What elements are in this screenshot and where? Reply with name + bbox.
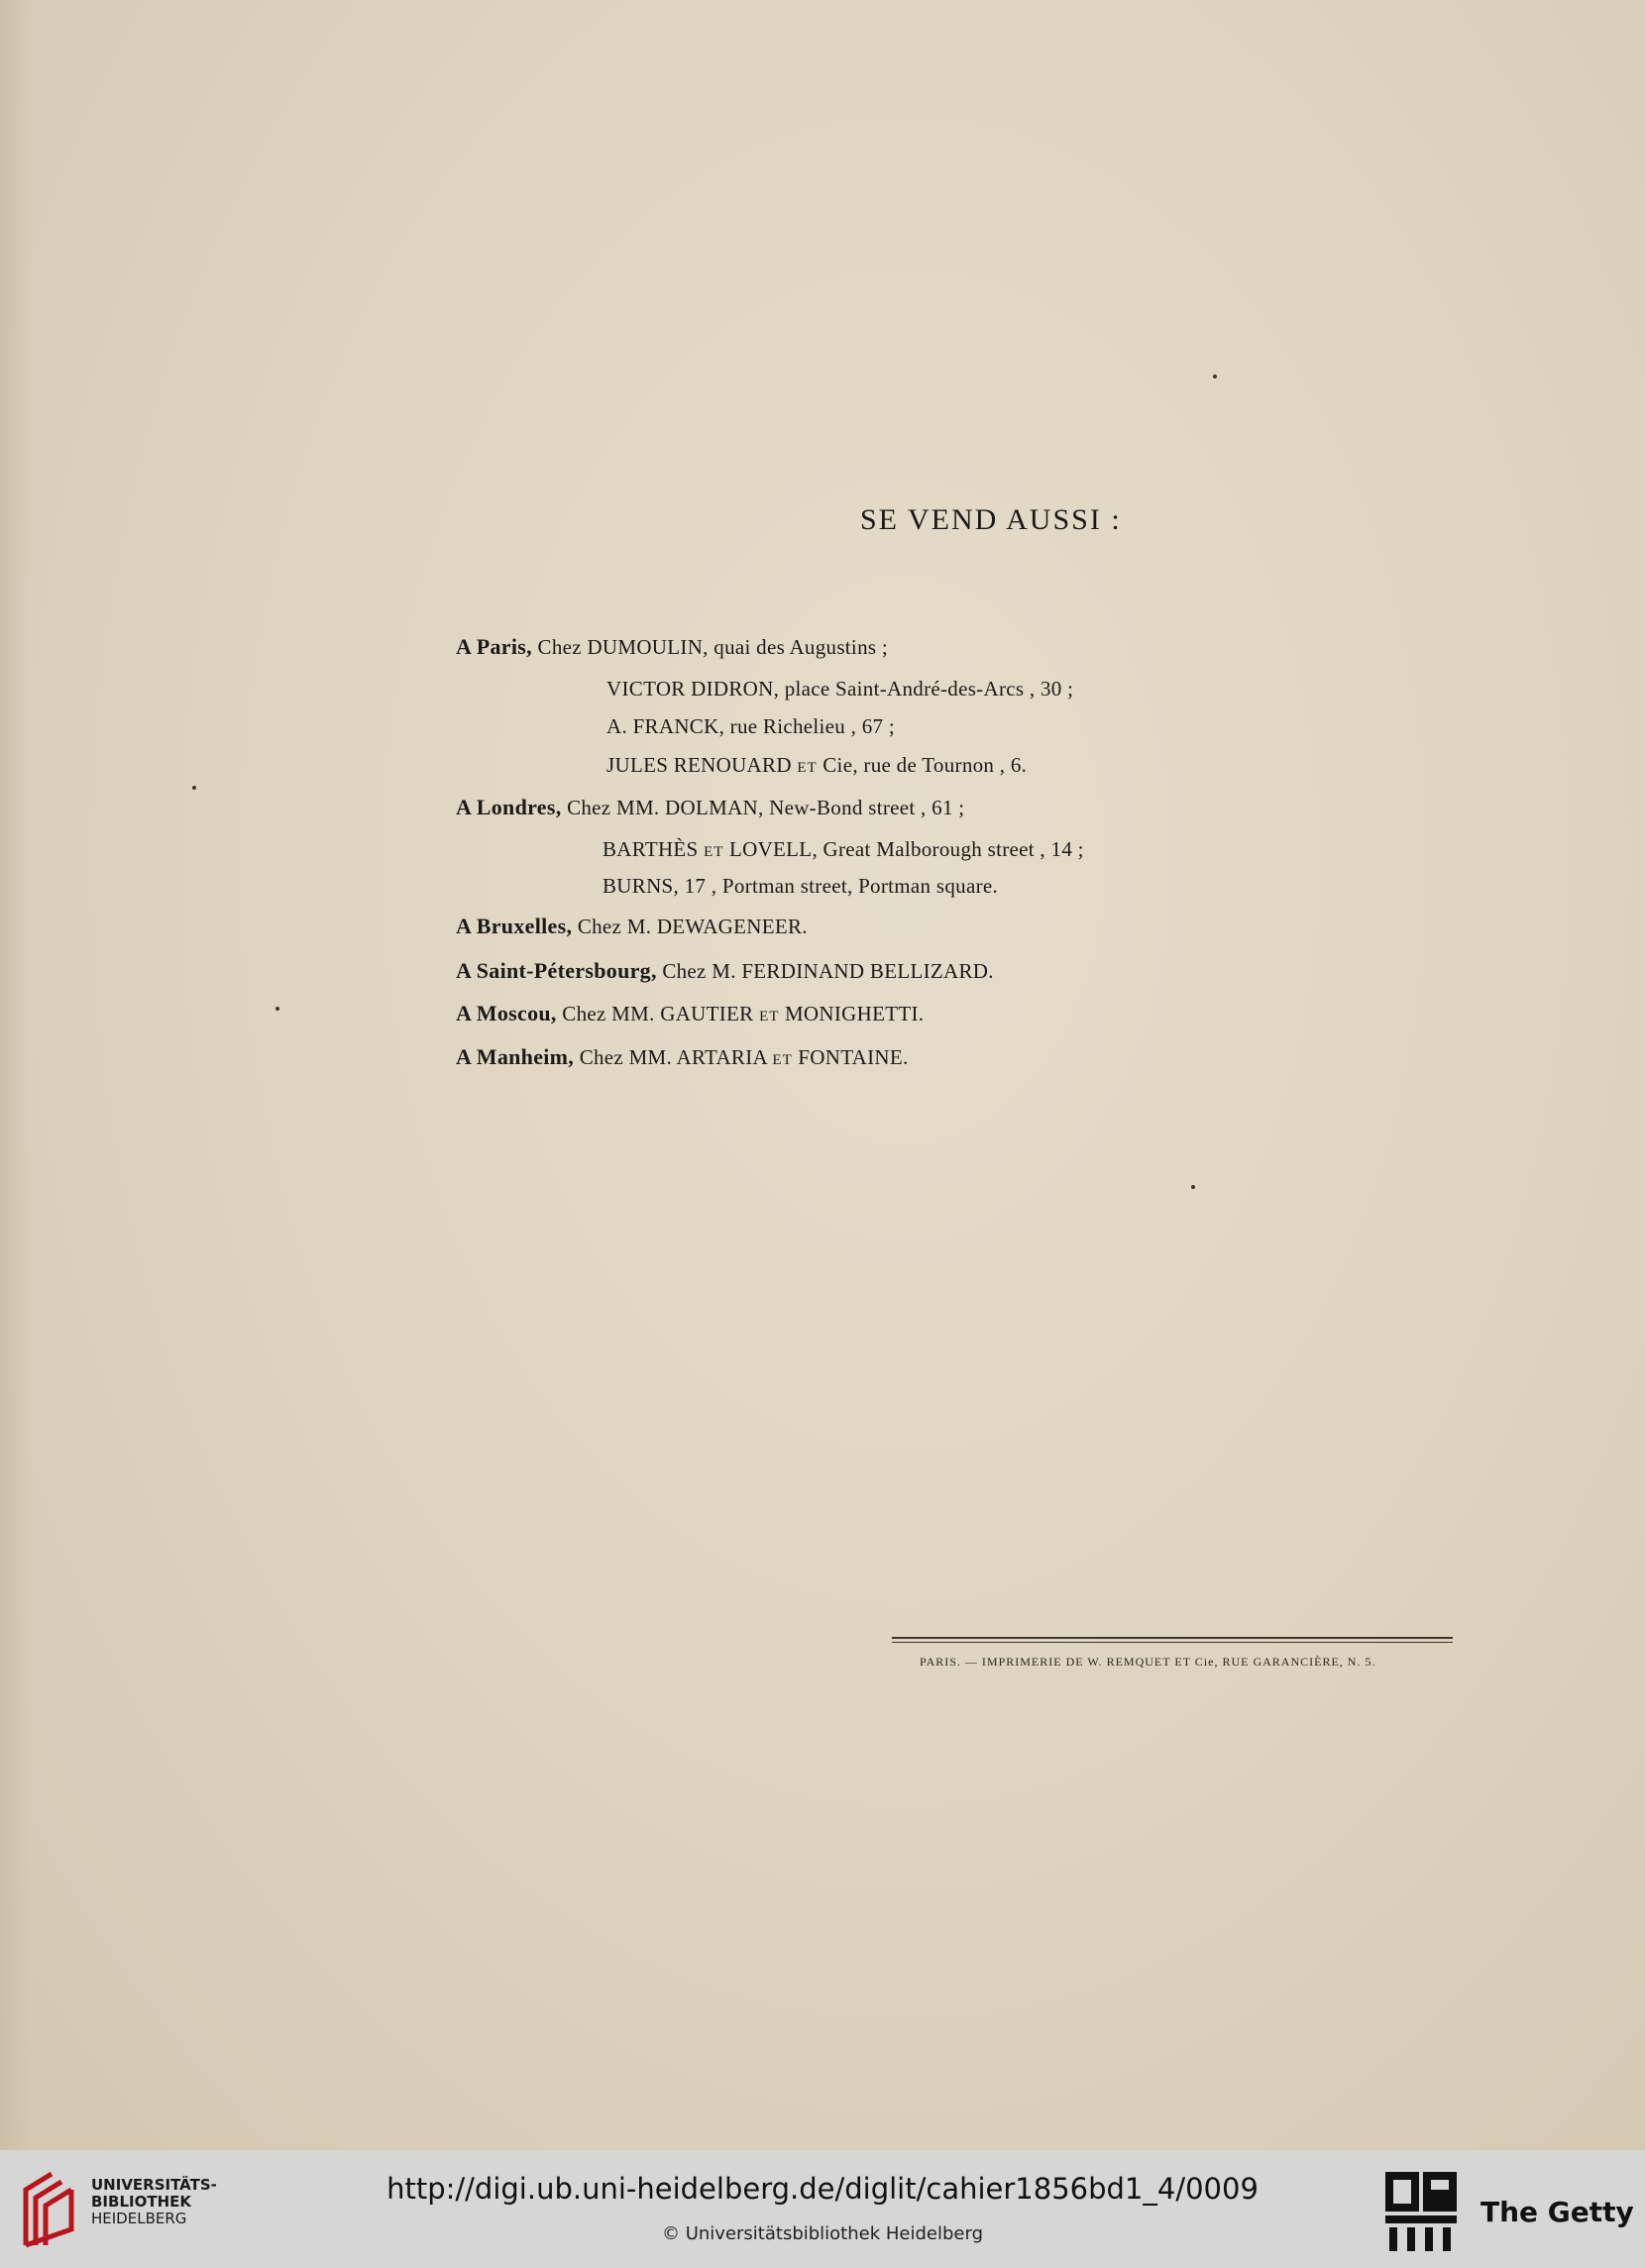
printer-imprint: PARIS. — IMPRIMERIE DE W. REMQUET ET Cie, RUE GARANCIÈRE, N. 5. xyxy=(920,1655,1376,1669)
address-text: , place Saint-André-des-Arcs , 30 ; xyxy=(773,677,1074,701)
bookseller-name: GAUTIER xyxy=(660,1002,754,1026)
address-line xyxy=(603,837,1084,862)
bookseller-name: BARTHÈS xyxy=(603,837,699,861)
bookseller-name: VICTOR DIDRON xyxy=(606,677,774,701)
library-name-line2: BIBLIOTHEK xyxy=(91,2193,191,2211)
address-line xyxy=(456,914,808,939)
paper-speck xyxy=(192,786,196,790)
library-name-line1: UNIVERSITÄTS- xyxy=(91,2176,217,2194)
paper-speck xyxy=(1213,375,1217,378)
address-line xyxy=(606,753,1027,778)
et-conjunction: ET xyxy=(772,1052,793,1068)
getty-logo-icon xyxy=(1385,2172,1457,2255)
viewer-footer xyxy=(0,2150,1645,2268)
permalink-url[interactable]: http://digi.ub.uni-heidelberg.de/diglit/cahier1856bd1_4/0009 xyxy=(386,2172,1259,2206)
bookseller-name: BURNS xyxy=(603,874,674,898)
et-conjunction: ET xyxy=(759,1009,780,1025)
chez-label: Chez M. xyxy=(577,915,652,938)
chez-label: Chez M. xyxy=(662,959,736,983)
bookseller-name: A. FRANCK xyxy=(606,714,719,738)
library-name-line3: HEIDELBERG xyxy=(91,2210,187,2227)
address-text: , quai des Augustins ; xyxy=(703,635,889,659)
city-name: A Moscou, xyxy=(456,1001,557,1026)
address-line xyxy=(603,874,998,899)
chez-label: Chez MM. xyxy=(567,796,660,819)
address-line xyxy=(606,714,895,739)
bookseller-name: ARTARIA xyxy=(676,1045,767,1069)
address-line xyxy=(456,1044,909,1070)
address-text: , rue de Tournon , 6. xyxy=(852,753,1028,777)
address-line xyxy=(456,634,888,660)
chez-label: Chez xyxy=(537,635,582,659)
et-conjunction: ET xyxy=(704,844,724,860)
bookseller-name: LOVELL xyxy=(728,837,813,861)
imprint-rule xyxy=(892,1637,1453,1639)
imprint-rule-thin xyxy=(892,1642,1453,1643)
address-text: , 17 , Portman street, Portman square. xyxy=(673,874,999,898)
paper-speck xyxy=(275,1007,279,1011)
address-line xyxy=(456,1001,924,1026)
bookseller-name: FERDINAND BELLIZARD. xyxy=(741,959,994,983)
address-line xyxy=(456,795,964,820)
chez-label: Chez MM. xyxy=(579,1045,673,1069)
city-name: A Londres, xyxy=(456,795,562,819)
address-line xyxy=(606,677,1073,702)
city-name: A Saint-Pétersbourg, xyxy=(456,958,657,983)
address-text: , Great Malborough street , 14 ; xyxy=(812,837,1084,861)
address-text: , New-Bond street , 61 ; xyxy=(758,796,965,819)
bookseller-name: DOLMAN xyxy=(665,796,759,819)
page-heading: SE VEND AUSSI : xyxy=(860,503,1122,536)
partner-name: The Getty xyxy=(1480,2196,1634,2228)
address-text: , rue Richelieu , 67 ; xyxy=(718,714,896,738)
city-name: A Paris, xyxy=(456,634,532,659)
bookseller-name: DEWAGENEER. xyxy=(656,915,808,938)
chez-label: Chez MM. xyxy=(562,1002,655,1026)
address-line xyxy=(456,958,994,984)
city-name: A Manheim, xyxy=(456,1044,575,1069)
company-abbrev: Cie xyxy=(822,753,853,777)
paper-speck xyxy=(1191,1185,1195,1189)
et-conjunction: ET xyxy=(797,760,818,776)
bookseller-name: DUMOULIN xyxy=(587,635,704,659)
copyright-notice: © Universitätsbibliothek Heidelberg xyxy=(661,2223,983,2244)
bookseller-name: JULES RENOUARD xyxy=(606,753,792,777)
city-name: A Bruxelles, xyxy=(456,914,573,938)
bookseller-name: FONTAINE. xyxy=(798,1045,909,1069)
bookseller-name: MONIGHETTI. xyxy=(784,1002,925,1026)
